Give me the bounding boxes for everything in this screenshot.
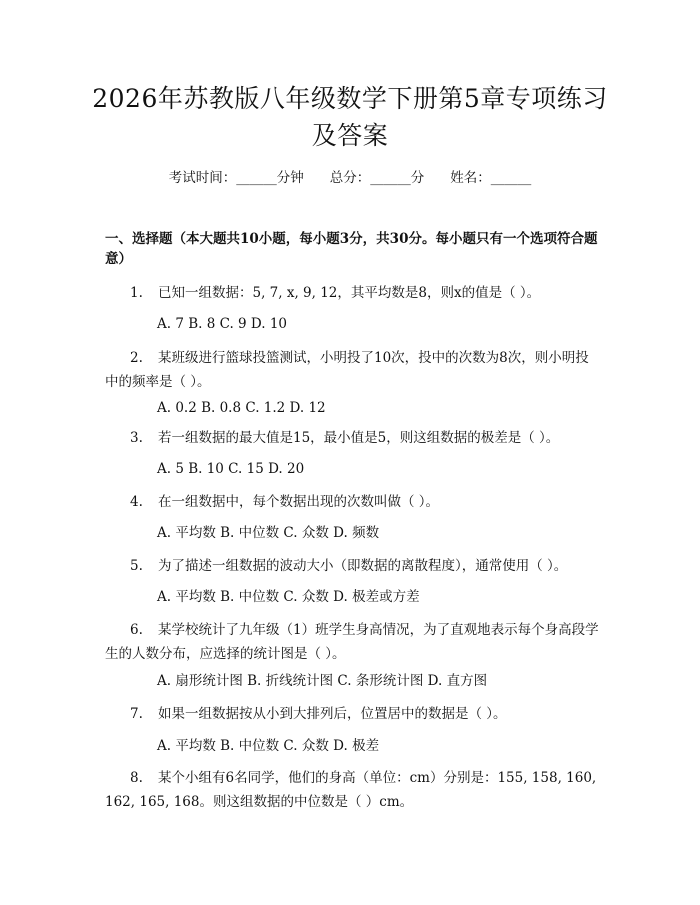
question-number: 5. (130, 558, 143, 574)
question-text: 某个小组有6名同学，他们的身高（单位：cm）分别是：155, 158, 160, 162, 165, 168。则这组数据的中位数是（ ）cm。 (105, 770, 597, 810)
question-number: 4. (130, 494, 143, 510)
question-text: 若一组数据的最大值是15，最小值是5，则这组数据的极差是（ ）。 (158, 430, 560, 446)
question-number: 6. (130, 622, 143, 638)
question-text: 如果一组数据按从小到大排列后，位置居中的数据是（ ）。 (158, 706, 507, 722)
question-5 (105, 554, 600, 578)
question-text: 某班级进行篮球投篮测试，小明投了10次，投中的次数为8次，则小明投中的频率是（ ）。 (105, 350, 589, 390)
section-heading: 一、选择题（本大题共10小题，每小题3分，共30分。每小题只有一个选项符合题意） (105, 231, 598, 267)
question-7 (105, 702, 600, 726)
name-label: 姓名：______ (450, 170, 532, 186)
question-6 (105, 618, 600, 666)
question-text: 已知一组数据：5, 7, x, 9, 12，其平均数是8，则x的值是（ ）。 (158, 285, 541, 301)
document-title: 2026年苏教版八年级数学下册第5章专项练习及答案 (92, 84, 608, 150)
question-6-options: A. 扇形统计图 B. 折线统计图 C. 条形统计图 D. 直方图 (157, 673, 488, 689)
question-2-options: A. 0.2 B. 0.8 C. 1.2 D. 12 (157, 400, 326, 416)
question-number: 7. (130, 706, 143, 722)
total-score-label: 总分：______分 (329, 170, 425, 186)
question-text: 为了描述一组数据的波动大小（即数据的离散程度），通常使用（ ）。 (158, 558, 568, 574)
question-number: 2. (130, 350, 143, 366)
question-3-options: A. 5 B. 10 C. 15 D. 20 (157, 461, 305, 477)
question-2 (105, 346, 600, 394)
question-text: 在一组数据中，每个数据出现的次数叫做（ ）。 (158, 494, 440, 510)
question-7-options: A. 平均数 B. 中位数 C. 众数 D. 极差 (157, 738, 380, 754)
exam-meta (0, 168, 700, 188)
question-1-options: A. 7 B. 8 C. 9 D. 10 (157, 316, 288, 332)
question-5-options: A. 平均数 B. 中位数 C. 众数 D. 极差或方差 (157, 589, 420, 605)
question-number: 1. (130, 285, 143, 301)
exam-time-label: 考试时间：______分钟 (168, 170, 304, 186)
question-1 (105, 281, 600, 305)
question-8 (105, 766, 600, 814)
question-4-options: A. 平均数 B. 中位数 C. 众数 D. 频数 (157, 525, 380, 541)
question-text: 某学校统计了九年级（1）班学生身高情况，为了直观地表示每个身高段学生的人数分布，应选择的统计图是（ ）。 (105, 622, 599, 662)
question-4 (105, 490, 600, 514)
question-3 (105, 426, 600, 450)
question-number: 3. (130, 430, 143, 446)
question-number: 8. (130, 770, 143, 786)
